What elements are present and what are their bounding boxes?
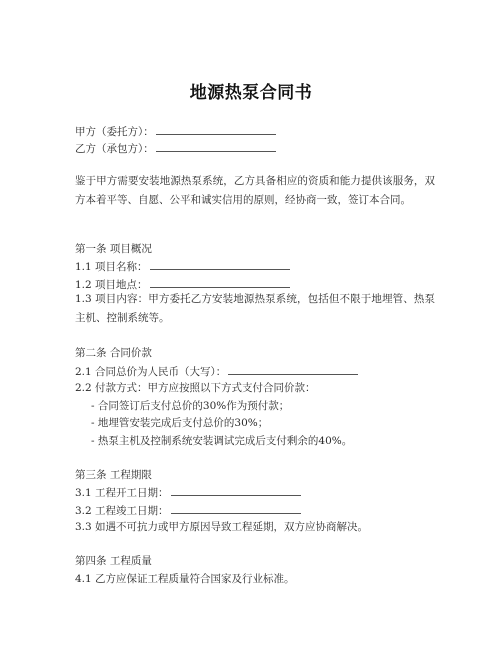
payment-bullet-2: - 地埋管安装完成后支付总价的30%；	[91, 417, 269, 429]
project-name-blank[interactable]	[150, 258, 290, 270]
party-b-blank[interactable]	[156, 140, 276, 152]
article2-heading: 第二条 合同价款	[75, 347, 152, 359]
payment-bullet-3: - 热泵主机及控制系统安装调试完成后支付剩余的40%。	[91, 435, 353, 447]
project-location-blank[interactable]	[150, 276, 290, 288]
article1-heading: 第一条 项目概况	[75, 243, 152, 255]
article1-item1-line	[75, 258, 290, 275]
project-location-label: 1.2 项目地点：	[75, 279, 148, 291]
contract-price-label: 2.1 合同总价为人民币（大写）：	[75, 366, 227, 378]
article3-item3: 3.3 如遇不可抗力或甲方原因导致工程延期，双方应协商解决。	[75, 521, 369, 533]
article4-item1: 4.1 乙方应保证工程质量符合国家及行业标准。	[75, 573, 295, 585]
preamble-paragraph: 鉴于甲方需要安装地源热泵系统，乙方具备相应的资质和能力提供该服务，双方本着平等、自愿、公平和诚实信用的原则，经协商一致，签订本合同。	[75, 175, 435, 206]
party-a-line	[75, 123, 276, 140]
completion-date-label: 3.2 工程竣工日期：	[75, 505, 169, 517]
project-name-label: 1.1 项目名称：	[75, 261, 148, 273]
completion-date-blank[interactable]	[171, 502, 301, 514]
article1-item3: 1.3 项目内容：甲方委托乙方安装地源热泵系统，包括但不限于地埋管、热泵主机、控制系统等。	[75, 293, 435, 324]
article3-item2-line	[75, 502, 301, 519]
payment-bullet-1: - 合同签订后支付总价的30%作为预付款；	[91, 400, 290, 412]
start-date-label: 3.1 工程开工日期：	[75, 487, 169, 499]
party-b-label: 乙方（承包方）：	[75, 143, 154, 155]
start-date-blank[interactable]	[171, 484, 301, 496]
party-a-blank[interactable]	[156, 123, 276, 135]
document-title: 地源热泵合同书	[189, 83, 313, 103]
article3-heading: 第三条 工程期限	[75, 469, 152, 481]
article4-heading: 第四条 工程质量	[75, 555, 152, 567]
article2-item1-line	[75, 363, 358, 380]
contract-price-blank[interactable]	[228, 363, 358, 375]
party-b-line	[75, 140, 276, 157]
article2-item2: 2.2 付款方式：甲方应按照以下方式支付合同价款：	[75, 382, 316, 394]
party-a-label: 甲方（委托方）：	[75, 126, 154, 138]
article3-item1-line	[75, 484, 301, 501]
